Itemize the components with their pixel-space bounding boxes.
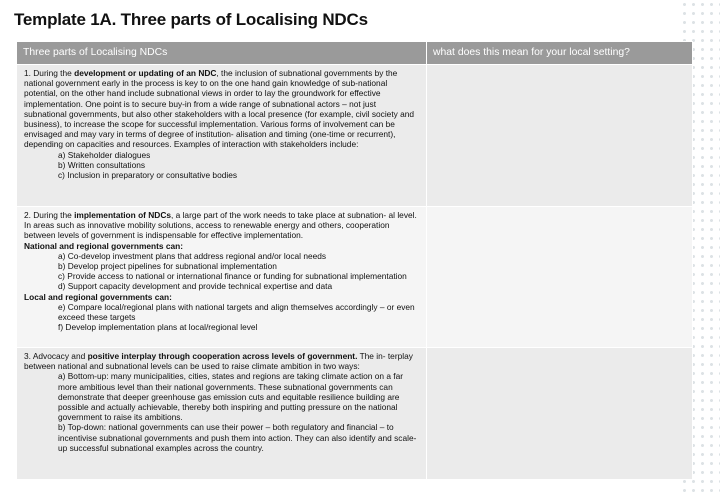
row1-description <box>17 65 427 207</box>
header-local-setting: what does this mean for your local setting? <box>427 42 693 65</box>
local-heading-text: Local and regional governments can: <box>24 291 172 302</box>
list-item: a) Bottom-up: many municipalities, cities, states and regions are taking climate action on a far more ambitious level than their national governments. These subnational governments can demonstrate that deeper greenhouse gas emission cuts and equitable resilience building are possible and actually achievable, thereby both inspiring and putting pressure on the national government to raise its ambitions. <box>58 371 404 423</box>
row3-bold: positive interplay through cooperation across levels of government. <box>87 351 358 361</box>
row1-paragraph <box>24 68 420 150</box>
list-item: c) Inclusion in preparatory or consultative bodies <box>58 170 238 181</box>
list-item: f) Develop implementation plans at local/regional level <box>58 322 258 333</box>
list-item: b) Top-down: national governments can use their power – both regulatory and financial – to incentivise subnational governments and push them into action. They can also identify and scale-up successful subnational examples across the country. <box>58 422 417 453</box>
list-item: c) Provide access to national or international finance or funding for subnational implementation <box>58 271 407 282</box>
row2-bold: implementation of NDCs <box>74 210 171 220</box>
local-heading <box>24 292 420 302</box>
row3-post: The in- terplay between national and subnational levels can be used to raise climate ambition in two ways: <box>24 351 413 372</box>
list-item: a) Stakeholder dialogues <box>58 149 151 160</box>
row3-pre: 3. Advocacy and <box>24 351 88 361</box>
row1-post: , the inclusion of subnational governments by the national government early in the process is key to on the one hand gain knowledge of sub-national potential, on the other hand include subnational views in order to lay the groundwork for effective implementation. One point is to secure buy-in from a wide range of subnational actors – not just subnational governments, but also other stakeholders with a local presence (for example, civil society and business), to increase the scope for successful implementation. Various forms of involvement can be envisaged and may vary in terms of degree of institution- alisation and timing (one-time or recurrent), depending on capacities and resources. Examples of interaction with stakeholders include: <box>24 68 415 150</box>
row3-local-setting-cell[interactable] <box>427 348 693 480</box>
table-row <box>17 65 693 207</box>
national-heading <box>24 241 420 251</box>
row2-post: , a large part of the work needs to take place at subnation- al level. In areas such as innovative mobility solutions, access to renewable energy and others, cooperation between levels of government is indispensable for effective implementation. <box>24 210 417 241</box>
row2-description <box>17 207 427 348</box>
list-item: b) Written consultations <box>58 159 146 170</box>
list-item: a) Co-develop investment plans that address regional and/or local needs <box>58 250 327 261</box>
table-row <box>17 348 693 480</box>
row2-pre: 2. During the <box>24 210 75 220</box>
list-item: b) Develop project pipelines for subnational implementation <box>58 261 277 272</box>
page-title: Template 1A. Three parts of Localising NDCs <box>14 10 368 29</box>
row3-paragraph <box>24 351 420 371</box>
row2-paragraph <box>24 210 420 241</box>
localising-ndcs-table <box>16 41 693 480</box>
row2-local-setting-cell[interactable] <box>427 207 693 348</box>
table-row <box>17 207 693 348</box>
table-header-row <box>17 42 693 65</box>
header-three-parts: Three parts of Localising NDCs <box>17 42 427 65</box>
national-heading-text: National and regional governments can: <box>24 240 184 251</box>
row1-local-setting-cell[interactable] <box>427 65 693 207</box>
row1-pre: 1. During the <box>24 68 75 78</box>
list-item: e) Compare local/regional plans with national targets and align themselves accordingly – or even exceed these targets <box>58 301 415 323</box>
list-item: d) Support capacity development and provide technical expertise and data <box>58 281 333 292</box>
row1-bold: development or updating of an NDC <box>74 68 217 78</box>
row3-description <box>17 348 427 480</box>
